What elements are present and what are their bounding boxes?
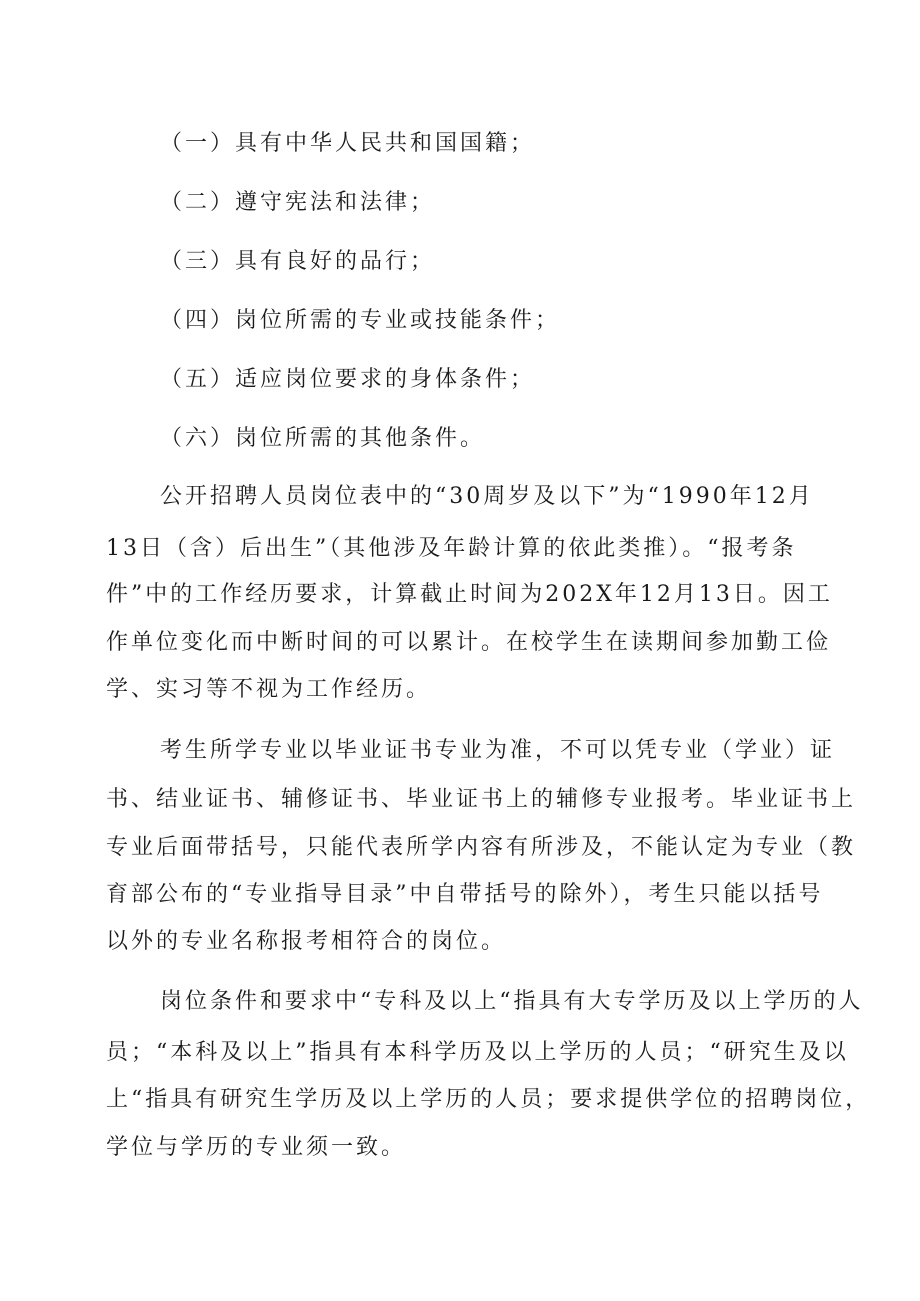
list-item-1: （一）具有中华人民共和国国籍； bbox=[160, 131, 536, 156]
paragraph-line: 作单位变化而中断时间的可以累计。在校学生在读期间参加勤工俭 bbox=[106, 630, 832, 655]
list-item-4: （四）岗位所需的专业或技能条件； bbox=[160, 308, 561, 333]
paragraph-line: 13日（含）后出生”（其他涉及年龄计算的依此类推）。“报考条 bbox=[106, 536, 797, 561]
list-item-2: （二）遵守宪法和法律； bbox=[160, 190, 436, 215]
list-item-6: （六）岗位所需的其他条件。 bbox=[160, 426, 486, 451]
paragraph-line: 上“指具有研究生学历及以上学历的人员；要求提供学位的招聘岗位， bbox=[106, 1087, 871, 1112]
list-item-5: （五）适应岗位要求的身体条件； bbox=[160, 367, 536, 392]
paragraph-line: 专业后面带括号，只能代表所学内容有所涉及，不能认定为专业（教 bbox=[106, 835, 857, 860]
paragraph-line: 以外的专业名称报考相符合的岗位。 bbox=[106, 929, 507, 954]
paragraph-line: 学、实习等不视为工作经历。 bbox=[106, 677, 432, 702]
paragraph-line: 岗位条件和要求中“专科及以上“指具有大专学历及以上学历的人 bbox=[160, 989, 864, 1014]
paragraph-line: 员；“本科及以上”指具有本科学历及以上学历的人员；“研究生及以 bbox=[106, 1040, 849, 1065]
paragraph-line: 公开招聘人员岗位表中的“30周岁及以下”为“1990年12月 bbox=[160, 484, 814, 509]
paragraph-line: 件”中的工作经历要求，计算截止时间为202X年12月13日。因工 bbox=[106, 582, 833, 607]
paragraph-line: 学位与学历的专业须一致。 bbox=[106, 1135, 407, 1160]
paragraph-line: 育部公布的“专业指导目录”中自带括号的除外），考生只能以括号 bbox=[106, 882, 824, 907]
paragraph-line: 考生所学专业以毕业证书专业为准，不可以凭专业（学业）证 bbox=[160, 738, 836, 763]
paragraph-line: 书、结业证书、辅修证书、毕业证书上的辅修专业报考。毕业证书上 bbox=[106, 787, 857, 812]
list-item-3: （三）具有良好的品行； bbox=[160, 249, 436, 274]
